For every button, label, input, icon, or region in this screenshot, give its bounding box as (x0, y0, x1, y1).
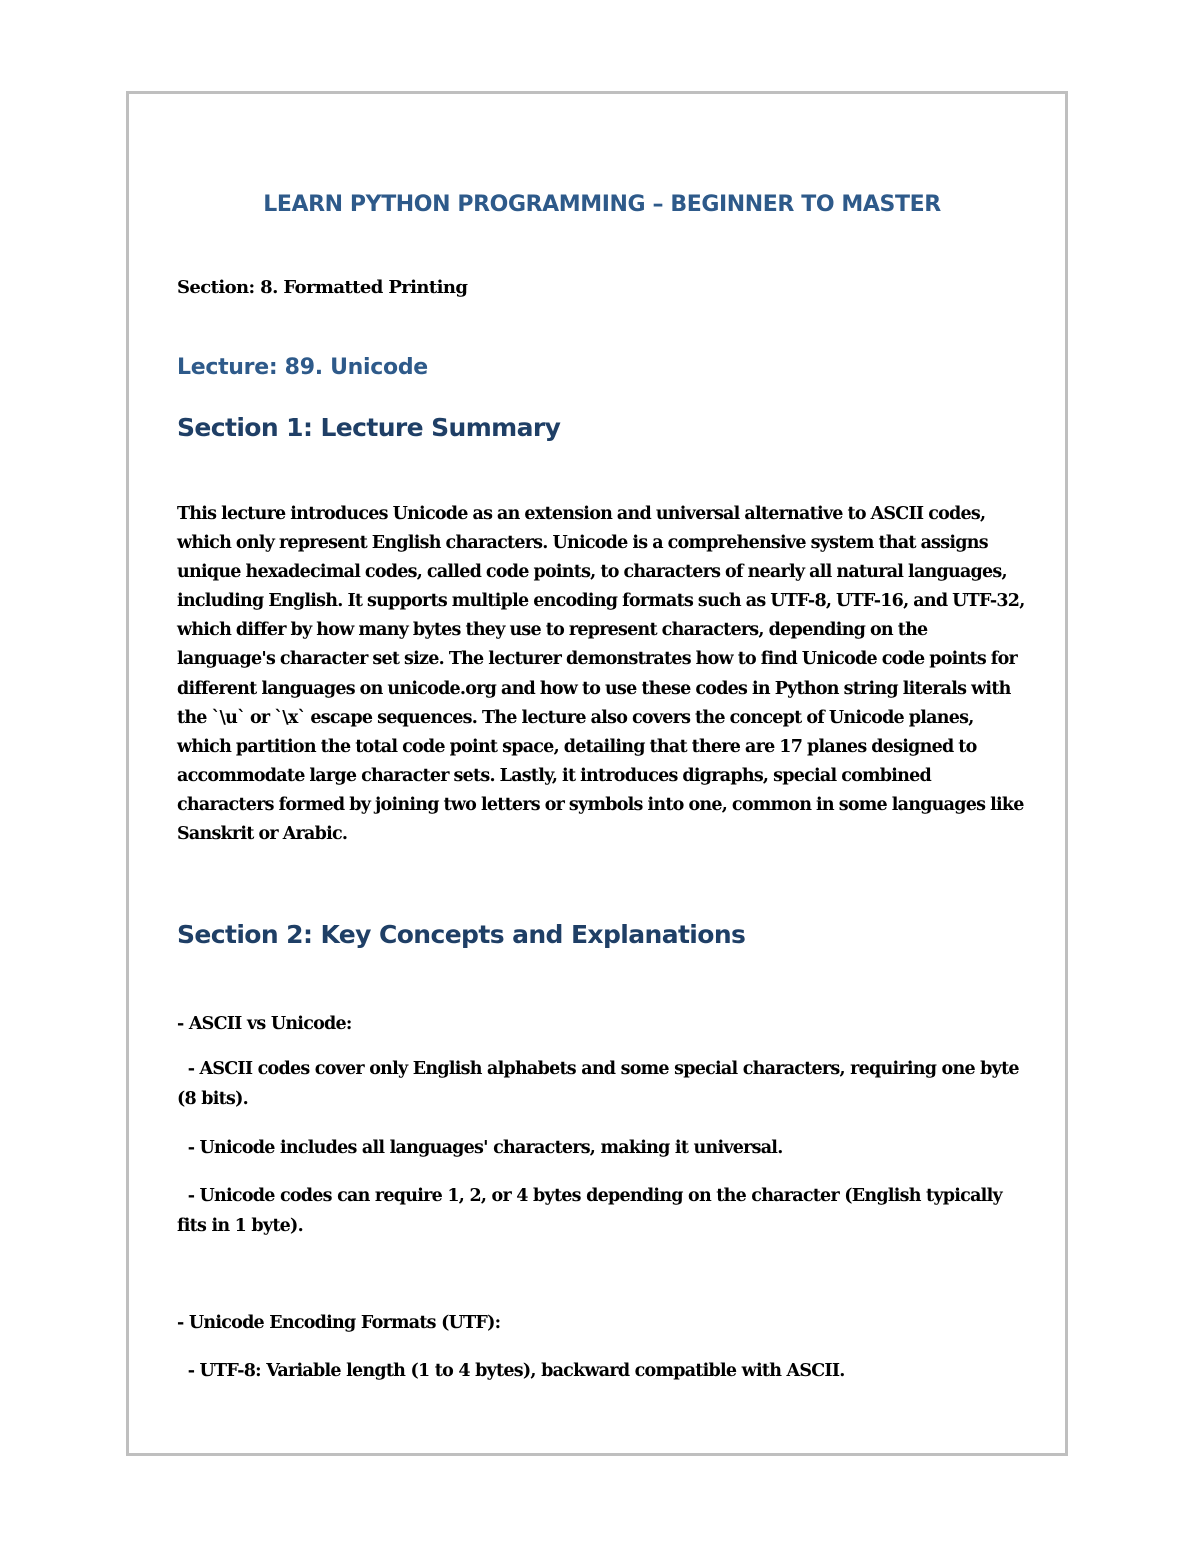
concept-ascii-vs-unicode: - ASCII vs Unicode: (177, 1014, 352, 1034)
document-title: LEARN PYTHON PROGRAMMING – BEGINNER TO MASTER (263, 192, 941, 217)
lecture-summary-paragraph: This lecture introduces Unicode as an extension and universal alternative to ASCII codes, which only represent English characters. Unicode is a comprehensive system that assigns unique hexadecimal codes, called code points, to characters of nearly all natural languages, including English. It supports multiple encoding formats such as UTF-8, UTF-16, and UTF-32, which differ by how many bytes they use to represent characters, depending on the language's character set size. The lecturer demonstrates how to find Unicode code points for different languages on unicode.org and how to use these codes in Python string literals with the `\u` or `\x` escape sequences. The lecture also covers the concept of Unicode planes, which partition the total code point space, detailing that there are 17 planes designed to accommodate large character sets. Lastly, it introduces digraphs, special combined characters formed by joining two letters or symbols into one, common in some languages like Sanskrit or Arabic. (177, 504, 1025, 845)
lecture-heading: Lecture: 89. Unicode (177, 355, 428, 380)
section1-heading: Section 1: Lecture Summary (177, 413, 561, 442)
concept-ascii-point: - ASCII codes cover only English alphabets and some special characters, requiring one byte (8 bits). (177, 1059, 1025, 1109)
concept-utf8-point: - UTF-8: Variable length (1 to 4 bytes), backward compatible with ASCII. (177, 1361, 845, 1381)
section2-heading: Section 2: Key Concepts and Explanations (177, 920, 746, 949)
concept-utf-heading: - Unicode Encoding Formats (UTF): (177, 1313, 501, 1333)
concept-bytes-point: - Unicode codes can require 1, 2, or 4 bytes depending on the character (English typically fits in 1 byte). (177, 1186, 1008, 1236)
concept-unicode-point: - Unicode includes all languages' characters, making it universal. (177, 1138, 783, 1158)
course-section-line: Section: 8. Formatted Printing (177, 277, 468, 298)
